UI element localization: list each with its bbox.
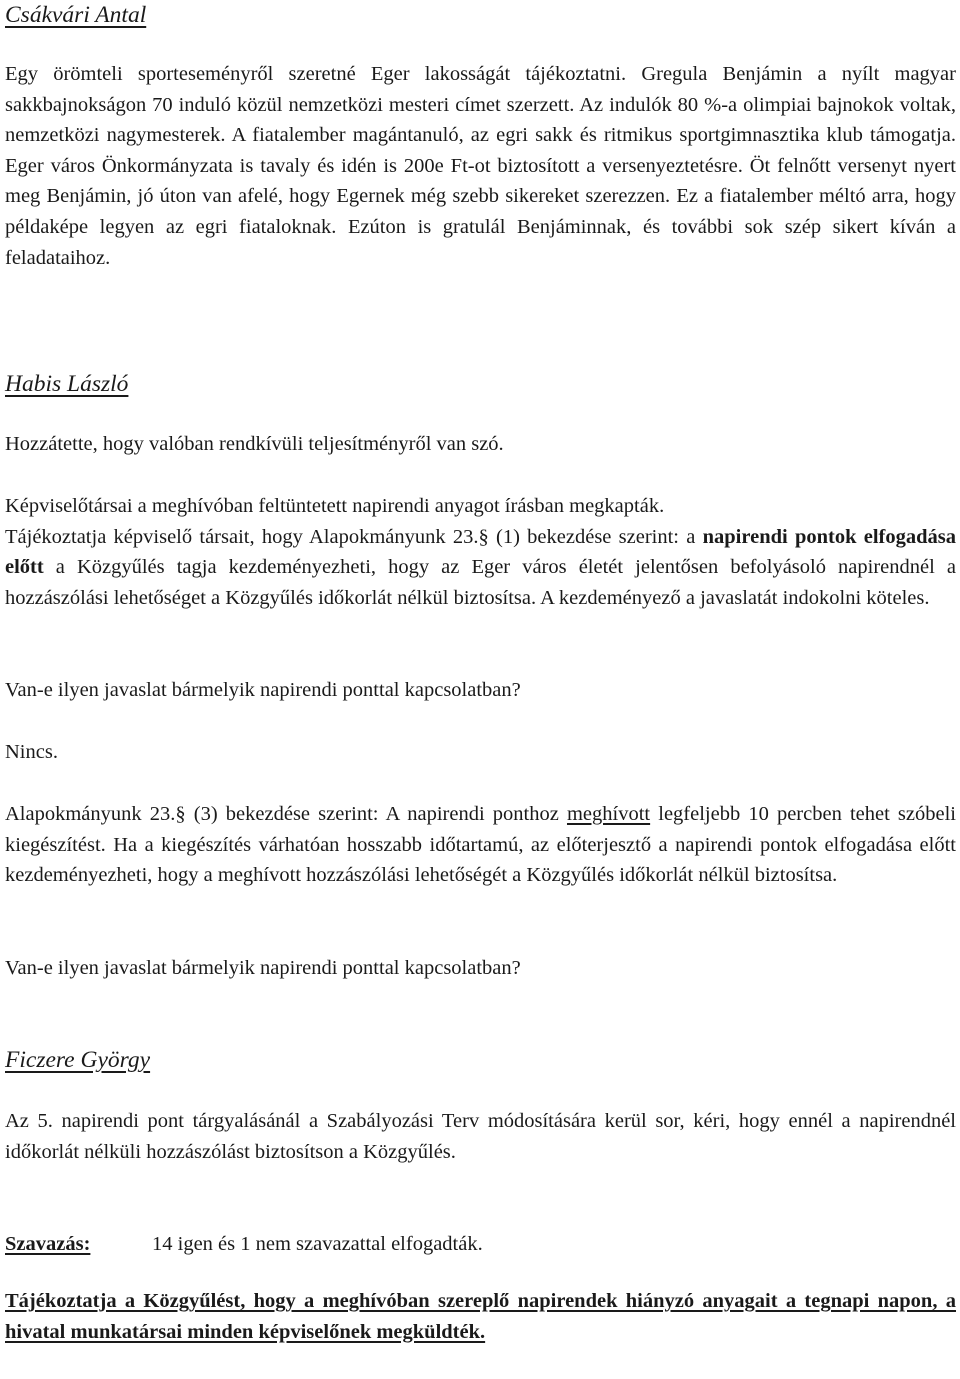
paragraph-addition: Hozzátette, hogy valóban rendkívüli teljesítményről van szó. [5,433,504,455]
bold-phrase: napirendi pontok elfogadása előtt [5,525,956,579]
paragraph-agenda-rules [5,491,956,613]
paragraph-proposal: Az 5. napirendi pont tárgyalásánál a Szabályozási Terv módosítására kerül sor, kéri, hogy ennél a napirendnél időkorlát nélküli hozzászólást biztosítson a Közgyűlés. [5,1110,956,1163]
paragraph-supplement-rule [5,799,956,891]
text-run: legfeljebb 10 percben tehet szóbeli kiegészítést. Ha a kiegészítés várhatóan hosszabb időtartamú, az előterjesztő a napirendi pontok elfogadása előtt kezdeményezheti, hogy a meghívott hozzászólási lehetőségét a Közgyűlés időkorlát nélkül biztosítsa. [5,803,956,887]
text-run: Alapokmányunk 23.§ (3) bekezdése szerint: A napirendi ponthoz [5,803,567,825]
text-run: a Közgyűlés tagja kezdeményezheti, hogy az Eger város életét jelentősen befolyásoló napirendnél a hozzászólási lehetőséget a Közgyűlés időkorlát nélkül biztosítsa. A kezdeményező a javaslatát indokolni köteles. [5,556,956,609]
underlined-word: meghívott [566,803,651,825]
paragraph-line: Képviselőtársai a meghívóban feltüntetett napirendi anyagot írásban megkapták. [5,495,665,517]
paragraph-notice: Tájékoztatja a Közgyűlést, hogy a meghívóban szereplő napirendek hiányzó anyagait a tegnapi napon, a hivatal munkatársai minden képviselőnek megküldték. [5,1290,956,1343]
paragraph-answer: Nincs. [5,741,58,763]
paragraph-sport-news: Egy örömteli sporteseményről szeretné Eger lakosságát tájékoztatni. Gregula Benjámin a nyílt magyar sakkbajnokságon 70 induló közül nemzetközi mesteri címet szerzett. Az indulók 80 %-a olimpiai bajnokok voltak, nemzetközi nagymesterek. A fiatalember magántanuló, az egri sakk és ritmikus sportgimnasztika klub támogatja. Eger város Önkormányzata is tavaly és idén is 200e Ft-ot biztosított a versenyeztetésre. Öt felnőtt versenyt nyert meg Benjámin, jó úton van afelé, hogy Egernek még szebb sikereket szerezzen. Ez a fiatalember méltó arra, hogy példaképe legyen az egri fiataloknak. Ezúton is gratulál Benjáminnak, és további sok szép sikert kíván a feladataihoz. [5,63,956,269]
vote-label: Szavazás: [5,1233,91,1255]
speaker-heading: Csákvári Antal [5,2,147,28]
speaker-heading: Ficzere György [5,1047,151,1073]
paragraph-question: Van-e ilyen javaslat bármelyik napirendi ponttal kapcsolatban? [5,957,521,979]
vote-result: 14 igen és 1 nem szavazattal elfogadták. [152,1233,483,1255]
paragraph-question: Van-e ilyen javaslat bármelyik napirendi ponttal kapcsolatban? [5,679,521,701]
speaker-heading: Habis László [5,371,129,397]
text-run: Tájékoztatja képviselő társait, hogy Alapokmányunk 23.§ (1) bekezdése szerint: a [5,525,703,548]
